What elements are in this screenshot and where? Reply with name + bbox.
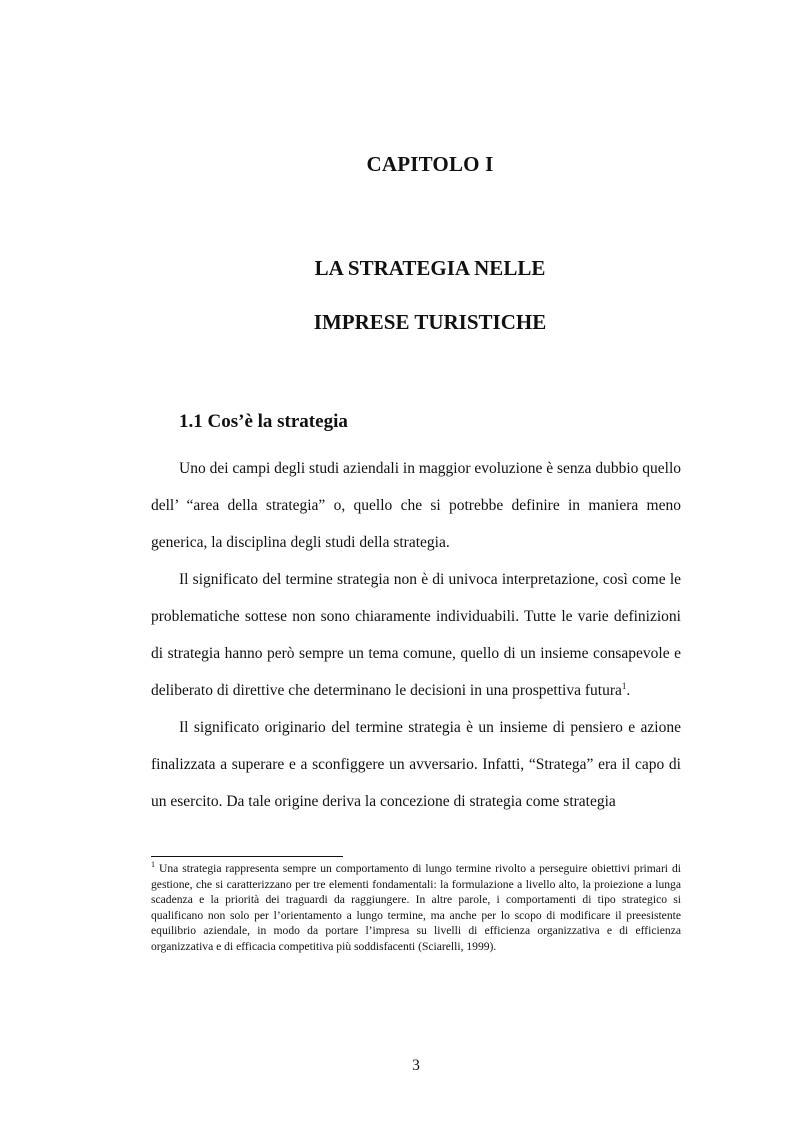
chapter-title-line-2: IMPRESE TURISTICHE (313, 310, 547, 334)
footnote-text: Una strategia rappresenta sempre un comportamento di lungo termine rivolto a perseguire obiettivi primari di gestione, che si caratterizzano per tre elementi fondamentali: la formulazione a livello alto, la proiezione a lunga scadenza e la priorità dei traguardi da raggiungere. In altre parole, i comportamenti di tipo strategico si qualificano non solo per l’orientamento a lungo termine, ma anche per lo scopo di modificare il preesistente equilibrio aziendale, in modo da portare l’impresa su livelli di efficienza organizzativa e di efficienza organizzativa e di efficacia competitiva più soddisfacenti (Sciarelli, 1999). (151, 862, 681, 953)
footnote-reference[interactable]: 1 (621, 680, 627, 691)
paragraph-2 (151, 561, 681, 709)
chapter-title-line-1: LA STRATEGIA NELLE (314, 256, 546, 280)
footnote-number: 1 (151, 860, 155, 870)
section-heading: 1.1 Cos’è la strategia (179, 411, 348, 432)
page-number: 3 (412, 1057, 420, 1074)
paragraph-2-end: . (626, 682, 631, 699)
paragraph-3: Il significato originario del termine strategia è un insieme di pensiero e azione finalizzata a superare e a sconfiggere un avversario. Infatti, “Stratega” era il capo di un esercito. Da tale origine deriva la concezione di strategia come strategia (151, 719, 681, 810)
chapter-label: CAPITOLO I (366, 152, 494, 176)
footnote (151, 861, 681, 955)
paragraph-2-text: Il significato del termine strategia non è di univoca interpretazione, così come le problematiche sottese non sono chiaramente individuabili. Tutte le varie definizioni di strategia hanno però sempre un tema comune, quello di un insieme consapevole e deliberato di direttive che determinano le decisioni in una prospettiva futura (151, 571, 681, 699)
footnote-divider (151, 856, 343, 857)
paragraph-1: Uno dei campi degli studi aziendali in maggior evoluzione è senza dubbio quello dell’ “area della strategia” o, quello che si potrebbe definire in maniera meno generica, la disciplina degli studi della strategia. (151, 460, 681, 551)
body-text (151, 450, 681, 820)
